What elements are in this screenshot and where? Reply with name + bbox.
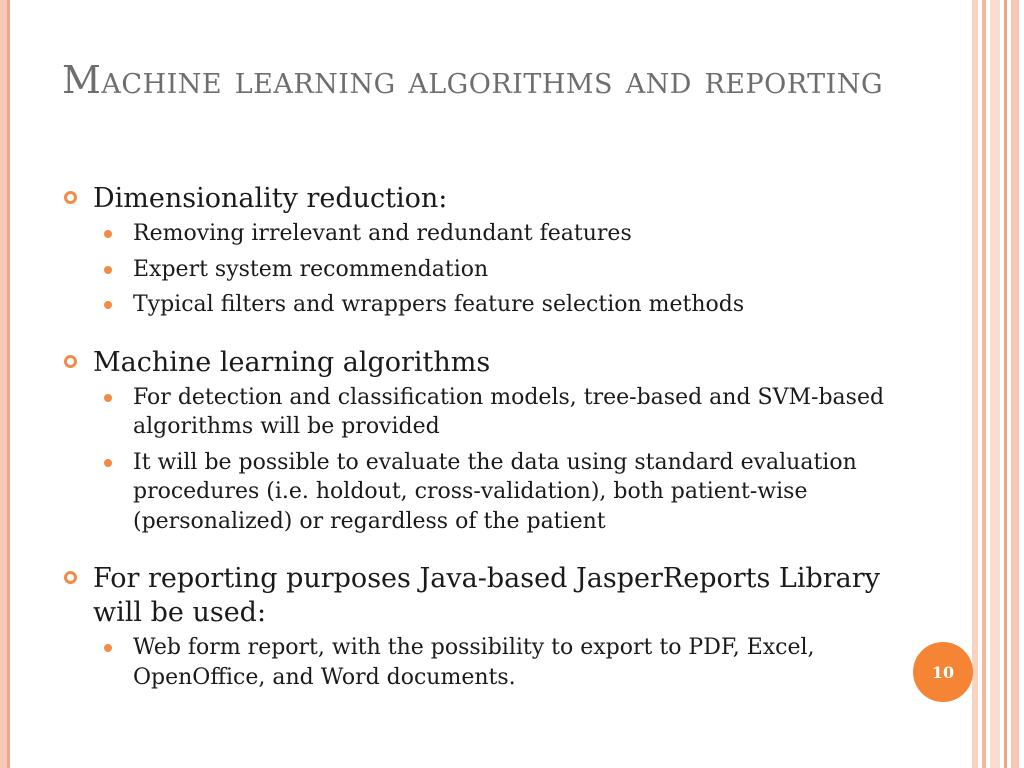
list-item-text: For detection and classification models, tree-based and SVM-based algorithms will be provided xyxy=(133,384,885,439)
dot-bullet-icon xyxy=(104,266,112,274)
right-decorative-stripes xyxy=(972,0,1024,768)
sub-bullet-list xyxy=(62,219,902,320)
level1-bullet xyxy=(62,182,902,216)
page-number-badge: 10 xyxy=(913,642,973,702)
list-item xyxy=(62,633,902,692)
list-item-text: Web form report, with the possibility to export to PDF, Excel, OpenOffice, and Word documents. xyxy=(133,635,815,690)
list-item-text: Expert system recommendation xyxy=(133,256,489,282)
dot-bullet-icon xyxy=(104,394,112,402)
list-item xyxy=(62,290,902,320)
slide-title: Machine learning algorithms and reporting xyxy=(62,58,884,102)
slide-content xyxy=(62,182,902,718)
list-item xyxy=(62,448,902,537)
list-item-text: Typical filters and wrappers feature selection methods xyxy=(133,292,745,317)
left-decorative-stripe xyxy=(0,0,10,768)
dot-bullet-icon xyxy=(104,459,112,467)
section-reporting xyxy=(62,562,902,692)
list-item xyxy=(62,255,902,285)
section-heading: Machine learning algorithms xyxy=(93,346,491,378)
list-item xyxy=(62,383,902,442)
section-machine-learning-algorithms xyxy=(62,346,902,537)
level1-bullet xyxy=(62,346,902,380)
dot-bullet-icon xyxy=(104,644,112,652)
ring-bullet-icon xyxy=(64,571,77,584)
ring-bullet-icon xyxy=(64,191,77,204)
section-dimensionality-reduction xyxy=(62,182,902,320)
level1-bullet xyxy=(62,562,902,630)
list-item-text: Removing irrelevant and redundant features xyxy=(133,221,632,246)
sub-bullet-list xyxy=(62,633,902,692)
list-item-text: It will be possible to evaluate the data using standard evaluation procedures (i.e. holdout, cross-validation), both patient-wise (personalized) or regardless of the patient xyxy=(133,449,857,534)
section-heading: Dimensionality reduction: xyxy=(93,183,448,214)
sub-bullet-list xyxy=(62,383,902,537)
dot-bullet-icon xyxy=(104,301,112,309)
section-heading: For reporting purposes Java-based JasperReports Library will be used: xyxy=(93,563,880,628)
ring-bullet-icon xyxy=(64,355,77,368)
dot-bullet-icon xyxy=(104,230,112,238)
list-item xyxy=(62,219,902,249)
